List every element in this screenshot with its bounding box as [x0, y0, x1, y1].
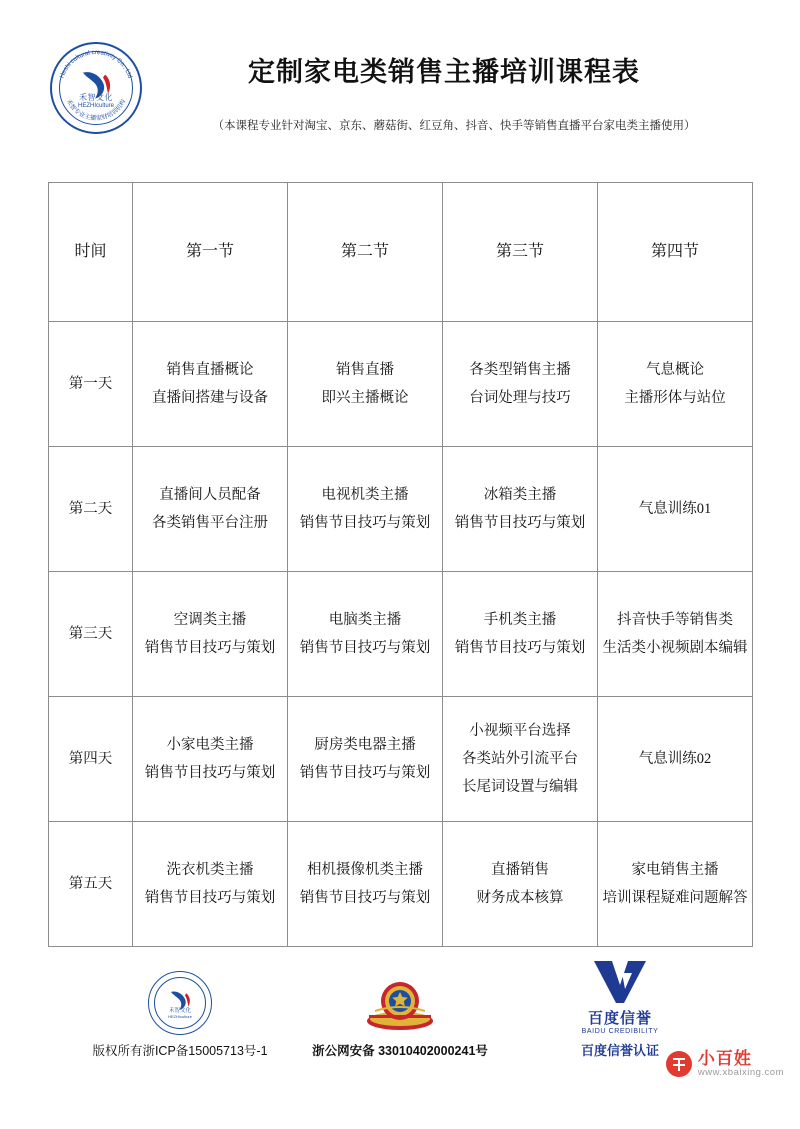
cell-line: 电脑类主播	[328, 611, 402, 628]
table-row	[49, 322, 753, 447]
table-cell	[288, 447, 443, 572]
table-cell	[598, 572, 753, 697]
cell-line: 培训课程疑难问题解答	[602, 890, 748, 906]
row-header-day: 第四天	[49, 697, 133, 822]
watermark-text	[698, 1050, 784, 1078]
table-cell	[598, 697, 753, 822]
cell-line: 销售节目技巧与策划	[144, 765, 276, 781]
row-header-day: 第二天	[49, 447, 133, 572]
cell-line: 气息训练02	[638, 750, 712, 767]
table-row	[49, 447, 753, 572]
cell-line: 厨房类电器主播	[314, 736, 416, 753]
icp-badge	[80, 971, 280, 1059]
cell-line: 抖音快手等销售类	[617, 611, 733, 628]
logo-cn-name: 禾智文化	[79, 93, 113, 102]
cell-line: 各类型销售主播	[469, 361, 571, 378]
row-header-day: 第五天	[49, 822, 133, 947]
cell-line: 气息训练01	[638, 500, 712, 517]
table-header-row	[49, 183, 753, 322]
police-license-text: 浙公网安备 33010402000241号	[312, 1044, 488, 1058]
title-block	[142, 40, 750, 133]
table-body	[49, 322, 753, 947]
cell-line: 小家电类主播	[166, 736, 254, 753]
table-cell	[598, 447, 753, 572]
table-cell	[288, 822, 443, 947]
table-cell	[133, 447, 288, 572]
table-cell	[133, 572, 288, 697]
cell-line: 销售直播	[336, 361, 394, 378]
cell-line: 空调类主播	[173, 611, 247, 628]
footer-badges	[0, 959, 800, 1059]
schedule-table-wrapper	[48, 182, 752, 947]
cell-line: 生活类小视频剧本编辑	[602, 640, 748, 656]
cell-line: 主播形体与站位	[624, 390, 726, 406]
baidu-cn-text: 百度信誉	[587, 1010, 652, 1027]
cell-line: 直播间搭建与设备	[152, 390, 268, 406]
table-row	[49, 572, 753, 697]
police-badge	[300, 975, 500, 1059]
table-cell	[443, 322, 598, 447]
schedule-table	[48, 182, 753, 947]
table-cell	[598, 322, 753, 447]
watermark-cn: 小百姓	[697, 1049, 752, 1069]
cell-line: 手机类主播	[483, 611, 557, 628]
document-header	[0, 0, 800, 134]
cell-line: 直播销售	[491, 861, 549, 878]
cell-line: 销售直播概论	[166, 361, 254, 378]
cell-line: 销售节目技巧与策划	[454, 515, 586, 531]
column-header-period-4: 第四节	[598, 183, 753, 322]
cell-line: 销售节目技巧与策划	[299, 515, 431, 531]
column-header-period-2: 第二节	[288, 183, 443, 322]
cell-line: 相机摄像机类主播	[307, 861, 423, 878]
watermark-en: www.xbaixing.com	[697, 1066, 784, 1078]
column-header-time: 时间	[49, 183, 133, 322]
cell-line: 气息概论	[646, 361, 704, 378]
baidu-certification-text: 百度信誉认证	[580, 1043, 659, 1058]
baidu-credibility-badge	[520, 959, 720, 1059]
cell-line: 洗衣机类主播	[166, 861, 254, 878]
cell-line: 财务成本核算	[476, 890, 564, 906]
column-header-period-1: 第一节	[133, 183, 288, 322]
cell-line: 直播间人员配备	[159, 486, 261, 503]
police-emblem-icon	[363, 975, 437, 1035]
cell-line: 台词处理与技巧	[469, 390, 571, 406]
icp-license-text: 版权所有浙ICP备15005713号-1	[92, 1044, 268, 1058]
watermark-mark-icon	[664, 1049, 694, 1079]
cell-line: 销售节目技巧与策划	[299, 640, 431, 656]
cell-line: 各类站外引流平台	[462, 750, 578, 767]
cell-line: 家电销售主播	[631, 861, 719, 878]
logo-en-name: HEZHIculture	[77, 103, 114, 109]
cell-line: 销售节目技巧与策划	[144, 640, 276, 656]
company-logo	[50, 42, 142, 134]
cell-line: 小视频平台选择	[469, 722, 571, 739]
table-cell	[443, 447, 598, 572]
table-cell	[443, 822, 598, 947]
row-header-day: 第一天	[49, 322, 133, 447]
cell-line: 即兴主播概论	[321, 390, 409, 406]
cell-line: 长尾词设置与编辑	[462, 779, 578, 796]
cell-line: 冰箱类主播	[483, 486, 557, 503]
row-header-day: 第三天	[49, 572, 133, 697]
table-cell	[133, 322, 288, 447]
cell-line: 各类销售平台注册	[152, 515, 268, 531]
table-cell	[288, 697, 443, 822]
table-cell	[133, 822, 288, 947]
cell-line: 销售节目技巧与策划	[144, 890, 276, 906]
cell-line: 销售节目技巧与策划	[299, 890, 431, 906]
cell-line: 电视机类主播	[321, 486, 409, 503]
cell-line: 销售节目技巧与策划	[454, 640, 586, 656]
table-row	[49, 697, 753, 822]
page-subtitle: （本课程专业针对淘宝、京东、蘑菇街、红豆角、抖音、快手等销售直播平台家电类主播使用）	[212, 120, 696, 132]
footer-company-logo	[148, 971, 212, 1035]
footer-logo-cn-name: 禾智文化	[168, 1008, 191, 1014]
table-cell	[598, 822, 753, 947]
table-cell	[133, 697, 288, 822]
table-row	[49, 822, 753, 947]
column-header-period-3: 第三节	[443, 183, 598, 322]
baidu-logo	[560, 959, 680, 1035]
table-cell	[443, 697, 598, 822]
table-cell	[288, 322, 443, 447]
cell-line: 销售节目技巧与策划	[299, 765, 431, 781]
table-cell	[443, 572, 598, 697]
svg-text:Heshi cultural creativity Co.,: Heshi cultural creativity Co., Ltd	[58, 48, 134, 80]
baidu-en-text: BAIDU CREDIBILITY	[581, 1028, 659, 1035]
table-cell	[288, 572, 443, 697]
page-title: 定制家电类销售主播培训课程表	[248, 57, 640, 87]
document-footer	[0, 959, 800, 1089]
site-watermark	[664, 1049, 784, 1079]
svg-text:禾智专业主播家财培训机构: 禾智专业主播家财培训机构	[64, 98, 128, 123]
baidu-v-icon	[592, 959, 648, 1005]
footer-logo-en-name: HEZHIculture	[167, 1014, 192, 1019]
